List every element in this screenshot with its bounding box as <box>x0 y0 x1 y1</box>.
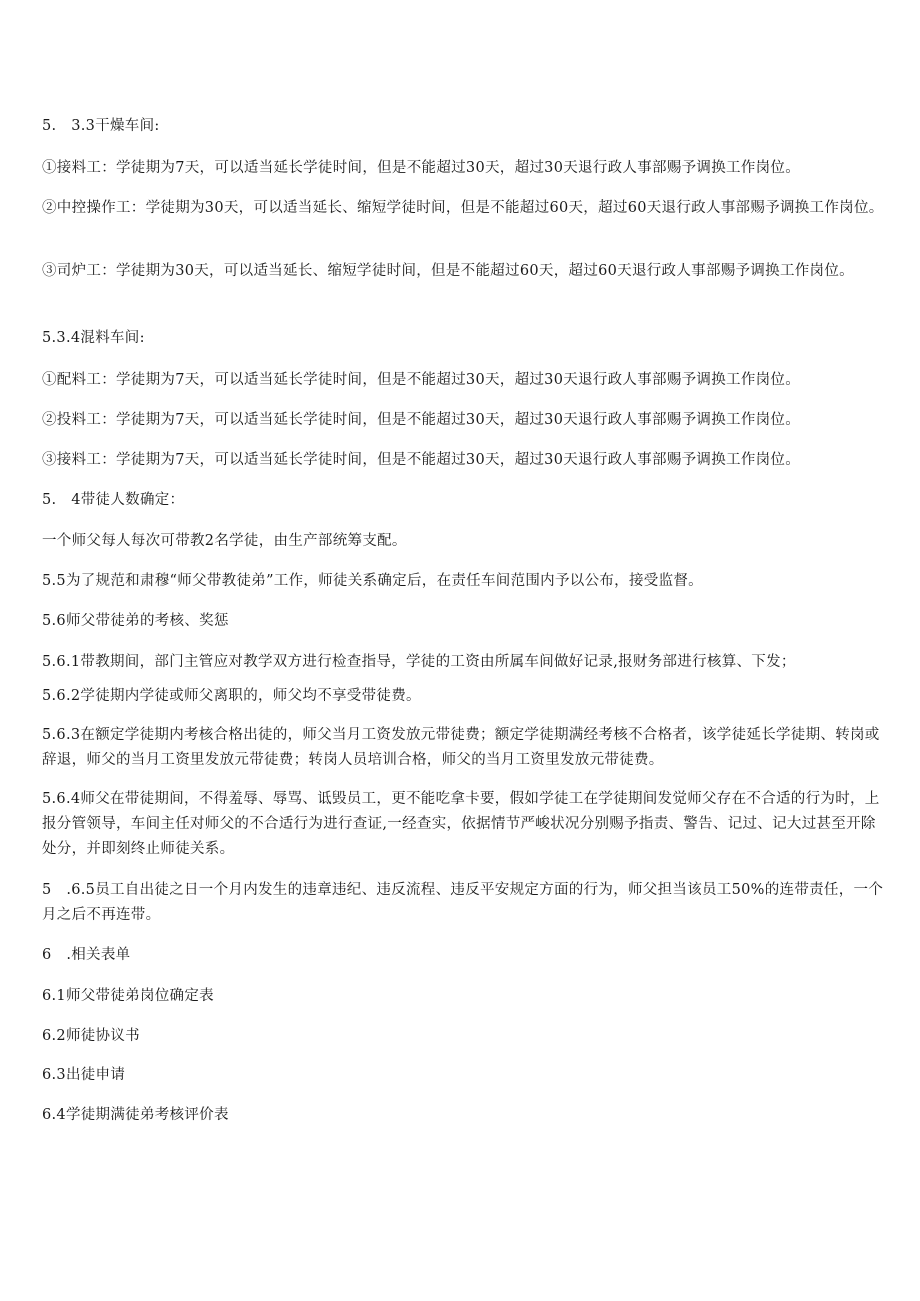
paragraph-5-6-1: 5.6.1带教期间，部门主管应对教学双方进行检查指导，学徒的工资由所属车间做好记录,报财务部进行核算、下发； <box>42 654 796 670</box>
paragraph-5-5: 5.5为了规范和肃穆“师父带教徒弟”工作，师徒关系确定后，在责任车间范围内予以公布，接受监督。 <box>42 573 703 589</box>
heading-6-related-forms: 6 .相关表单 <box>42 947 131 963</box>
paragraph-5-6-3: 5.6.3在额定学徒期内考核合格出徒的，师父当月工资发放元带徒费；额定学徒期满经考核不合格者，该学徒延长学徒期、转岗或辞退，师父的当月工资里发放元带徒费；转岗人员培训合格，师父的当月工资里发放元带徒费。 <box>42 727 880 768</box>
heading-5-3-4-mixing-workshop: 5.3.4混料车间: <box>42 330 145 346</box>
paragraph-5-6-4: 5.6.4师父在带徒期间，不得羞辱、辱骂、诋毁员工，更不能吃拿卡要，假如学徒工在学徒期间发觉师父存在不合适的行为时，上报分管领导，车间主任对师父的不合适行为进行查证,一经查实，依据情节严峻状况分别赐予指责、警告、记过、记大过甚至开除处分，并即刻终止师徒关系。 <box>42 791 880 857</box>
paragraph-receiving-worker: ①接料工：学徒期为7天，可以适当延长学徒时间，但是不能超过30天，超过30天退行政人事部赐予调换工作岗位。 <box>42 160 801 176</box>
heading-5-3-3-drying-workshop: 5. 3.3干燥车间: <box>42 118 160 134</box>
paragraph-boiler-worker: ③司炉工：学徒期为30天，可以适当延长、缩短学徒时间，但是不能超过60天，超过60天退行政人事部赐予调换工作岗位。 <box>42 263 854 279</box>
paragraph-5-6-2: 5.6.2学徒期内学徒或师父离职的，师父均不享受带徒费。 <box>42 688 421 704</box>
list-item-6-3: 6.3出徒申请 <box>42 1067 126 1083</box>
list-item-6-4: 6.4学徒期满徒弟考核评价表 <box>42 1107 229 1123</box>
heading-5-6-assessment: 5.6师父带徒弟的考核、奖惩 <box>42 613 229 629</box>
paragraph-control-operator: ②中控操作工：学徒期为30天，可以适当延长、缩短学徒时间，但是不能超过60天，超过60天退行政人事部赐予调换工作岗位。 <box>42 200 884 216</box>
heading-5-4-apprentice-count: 5. 4带徒人数确定： <box>42 492 185 508</box>
paragraph-receiving-worker-mixing: ③接料工：学徒期为7天，可以适当延长学徒时间，但是不能超过30天，超过30天退行政人事部赐予调换工作岗位。 <box>42 452 801 468</box>
paragraph-5-6-5: 5 .6.5员工自出徒之日一个月内发生的违章违纪、违反流程、违反平安规定方面的行为，师父担当该员工50%的连带责任，一个月之后不再连带。 <box>42 882 884 923</box>
paragraph-feeding-worker: ②投料工：学徒期为7天，可以适当延长学徒时间，但是不能超过30天，超过30天退行政人事部赐予调换工作岗位。 <box>42 412 801 428</box>
list-item-6-2: 6.2师徒协议书 <box>42 1028 140 1044</box>
list-item-6-1: 6.1师父带徒弟岗位确定表 <box>42 988 214 1004</box>
paragraph-batching-worker: ①配料工：学徒期为7天，可以适当延长学徒时间，但是不能超过30天，超过30天退行政人事部赐予调换工作岗位。 <box>42 372 801 388</box>
paragraph-apprentice-count: 一个师父每人每次可带教2名学徒，由生产部统筹支配。 <box>42 533 407 549</box>
